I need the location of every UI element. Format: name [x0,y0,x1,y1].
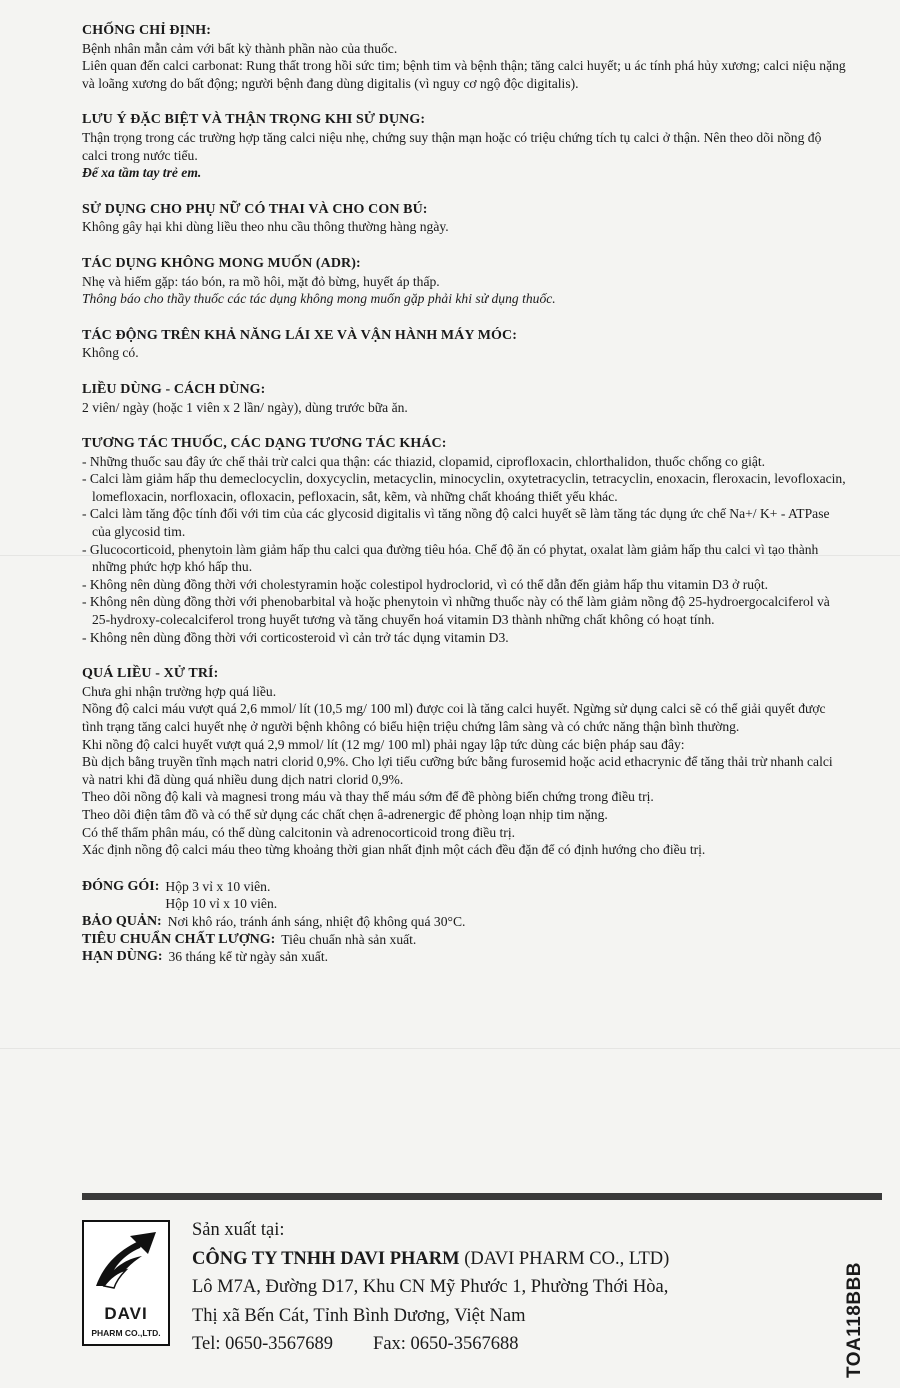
interaction-item: - Calci làm tăng độc tính đối với tim của các glycosid digitalis vì tăng nồng độ calci huyết sẽ làm tăng tác dụng ức chế Na+/ K+ - ATPase của glycosid tim. [82,506,830,540]
overdose-line: Theo dõi điện tâm đồ và có thể sử dụng các chất chẹn â-adrenergic để phòng loạn nhịp tim nặng. [82,806,608,822]
pregnancy-text: Không gây hại khi dùng liều theo nhu cầu thông thường hàng ngày. [82,219,449,235]
interactions-heading: TƯƠNG TÁC THUỐC, CÁC DẠNG TƯƠNG TÁC KHÁC: [82,436,447,452]
contraindications-section [82,22,847,92]
precautions-warning: Để xa tầm tay trẻ em. [82,165,202,181]
expiry-label: HẠN DÙNG: [82,949,163,965]
packaging-label: ĐÓNG GÓI: [82,878,160,894]
contraindications-line: Liên quan đến calci carbonat: Rung thất trong hồi sức tim; bệnh tim và bệnh thận; tăng calci huyết; u ác tính phá hủy xương; calci niệu nặng và loãng xương do bất động; người bệnh đang dùng digitalis (vì nguy cơ ngộ độc digitalis). [82,58,846,91]
manufacturer-address-2: Thị xã Bến Cát, Tỉnh Bình Dương, Việt Nam [192,1305,526,1326]
driving-heading: TÁC ĐỘNG TRÊN KHẢ NĂNG LÁI XE VÀ VẬN HÀNH MÁY MÓC: [82,327,517,343]
overdose-line: Xác định nồng độ calci máu theo từng khoảng thời gian nhất định một cách đều đặn để có định hướng cho điều trị. [82,842,706,858]
interaction-item: - Không nên dùng đồng thời với corticosteroid vì cản trở tác dụng vitamin D3. [82,629,509,645]
manufacturer-contact [192,1330,792,1359]
logo-name: DAVI [104,1304,148,1323]
overdose-section [82,665,847,859]
dosage-heading: LIỀU DÙNG - CÁCH DÙNG: [82,381,266,397]
adr-heading: TÁC DỤNG KHÔNG MONG MUỐN (ADR): [82,255,361,271]
expiry-text: 36 tháng kể từ ngày sản xuất. [168,949,329,965]
standard-text: Tiêu chuẩn nhà sản xuất. [281,931,417,947]
interaction-item: - Không nên dùng đồng thời với cholestyramin hoặc colestipol hydroclorid, vì có thể dẫn đến giảm hấp thu vitamin D3 ở ruột. [82,576,769,592]
manufacturer-footer [82,1216,882,1366]
storage-section [82,913,847,931]
footer-divider [82,1193,882,1200]
overdose-line: Có thể thẩm phân máu, có thể dùng calcitonin và adrenocorticoid trong điều trị. [82,824,515,840]
overdose-line: Bù dịch bằng truyền tĩnh mạch natri clorid 0,9%. Cho lợi tiểu cưỡng bức bằng furosemid hoặc acid ethacrynic để tăng thải trừ nhanh calci và natri khi đã dùng quá nhiều dung dịch natri clorid 0,9%. [82,754,833,787]
standard-label: TIÊU CHUẨN CHẤT LƯỢNG: [82,931,276,947]
logo-subtitle: PHARM CO.,LTD. [91,1328,161,1338]
interaction-item: - Không nên dùng đồng thời với phenobarbital và hoặc phenytoin vì những thuốc này có thể làm giảm nồng độ 25-hydroergocalciferol và 25-hydroxy-colecalciferol trong huyết tương và tăng chuyển hoá vitamin D3 thành những chất không có hoạt tính. [82,594,830,628]
leaflet-content [82,22,847,966]
packaging-section [82,878,847,913]
company-name: CÔNG TY TNHH DAVI PHARM [192,1248,460,1269]
standard-section [82,931,847,949]
davi-swoosh-icon [90,1230,162,1292]
expiry-section [82,948,847,966]
contraindications-line: Bệnh nhân mẫn cảm với bất kỳ thành phần nào của thuốc. [82,40,398,56]
packaging-line: Hộp 10 vỉ x 10 viên. [165,896,278,912]
driving-text: Không có. [82,345,139,361]
adr-text: Nhẹ và hiếm gặp: táo bón, ra mồ hôi, mặt đỏ bừng, huyết áp thấp. [82,273,440,289]
contraindications-heading: CHỐNG CHỈ ĐỊNH: [82,23,212,38]
precautions-heading: LƯU Ý ĐẶC BIỆT VÀ THẬN TRỌNG KHI SỬ DỤNG: [82,112,426,128]
interactions-section [82,435,847,646]
precautions-text: Thận trọng trong các trường hợp tăng calci niệu nhẹ, chứng suy thận mạn hoặc có triệu chứng tích tụ calci ở thận. Nên theo dõi nồng độ calci trong nước tiểu. [82,129,822,163]
company-name-en: (DAVI PHARM CO., LTD) [464,1248,670,1269]
davi-logo [82,1220,170,1346]
pregnancy-section [82,201,847,236]
dosage-text: 2 viên/ ngày (hoặc 1 viên x 2 lần/ ngày), dùng trước bữa ăn. [82,399,408,415]
interaction-item: - Glucocorticoid, phenytoin làm giảm hấp thu calci qua đường tiêu hóa. Chế độ ăn có phytat, oxalat làm giảm hấp thu calci vì tạo thành những phức hợp khó hấp thu. [82,541,819,575]
manufacturer-fax: Fax: 0650-3567688 [373,1334,519,1354]
overdose-line: Chưa ghi nhận trường hợp quá liều. [82,683,277,699]
adr-note: Thông báo cho thầy thuốc các tác dụng không mong muốn gặp phải khi sử dụng thuốc. [82,291,556,307]
manufacturer-company [192,1245,792,1274]
precautions-section [82,111,847,181]
interaction-item: - Calci làm giảm hấp thu demeclocyclin, doxycyclin, metacyclin, minocyclin, oxytetracyclin, tetracyclin, enoxacin, fleroxacin, levofloxacin, lomefloxacin, norfloxacin, ofloxacin, pefloxacin, sắt, kẽm, và những chất khoáng thiết yếu khác. [82,471,846,504]
adr-section [82,255,847,308]
manufacturer-label: Sản xuất tại: [192,1220,285,1240]
storage-text: Nơi khô ráo, tránh ánh sáng, nhiệt độ không quá 30°C. [167,913,466,929]
dosage-section [82,381,847,416]
packaging-line: Hộp 3 vỉ x 10 viên. [165,878,271,894]
document-code [842,1261,868,1379]
driving-section [82,327,847,362]
manufacturer-tel: Tel: 0650-3567689 [192,1334,334,1354]
overdose-line: Theo dõi nồng độ kali và magnesi trong máu và thay thế máu sớm để đề phòng biến chứng trong điều trị. [82,789,654,805]
overdose-heading: QUÁ LIỀU - XỬ TRÍ: [82,666,219,682]
storage-label: BẢO QUẢN: [82,913,162,929]
manufacturer-address-1: Lô M7A, Đường D17, Khu CN Mỹ Phước 1, Phường Thới Hòa, [192,1277,669,1297]
document-code-text: TOA118BBB [844,1261,865,1379]
manufacturer-info [192,1216,792,1359]
pregnancy-heading: SỬ DỤNG CHO PHỤ NỮ CÓ THAI VÀ CHO CON BÚ: [82,201,428,217]
interaction-item: - Những thuốc sau đây ức chế thải trừ calci qua thận: các thiazid, clopamid, ciprofloxacin, chlorthalidon, thuốc chống co giật. [82,453,766,469]
overdose-line: Nồng độ calci máu vượt quá 2,6 mmol/ lít (10,5 mg/ 100 ml) được coi là tăng calci huyết. Ngừng sử dụng calci sẽ có thể giải quyết được tình trạng tăng calci huyết nhẹ ở người bệnh không có biểu hiện triệu chứng lâm sàng và có chức năng thận bình thường. [82,701,826,734]
overdose-line: Khi nồng độ calci huyết vượt quá 2,9 mmol/ lít (12 mg/ 100 ml) phải ngay lập tức dùng các biện pháp sau đây: [82,736,685,752]
